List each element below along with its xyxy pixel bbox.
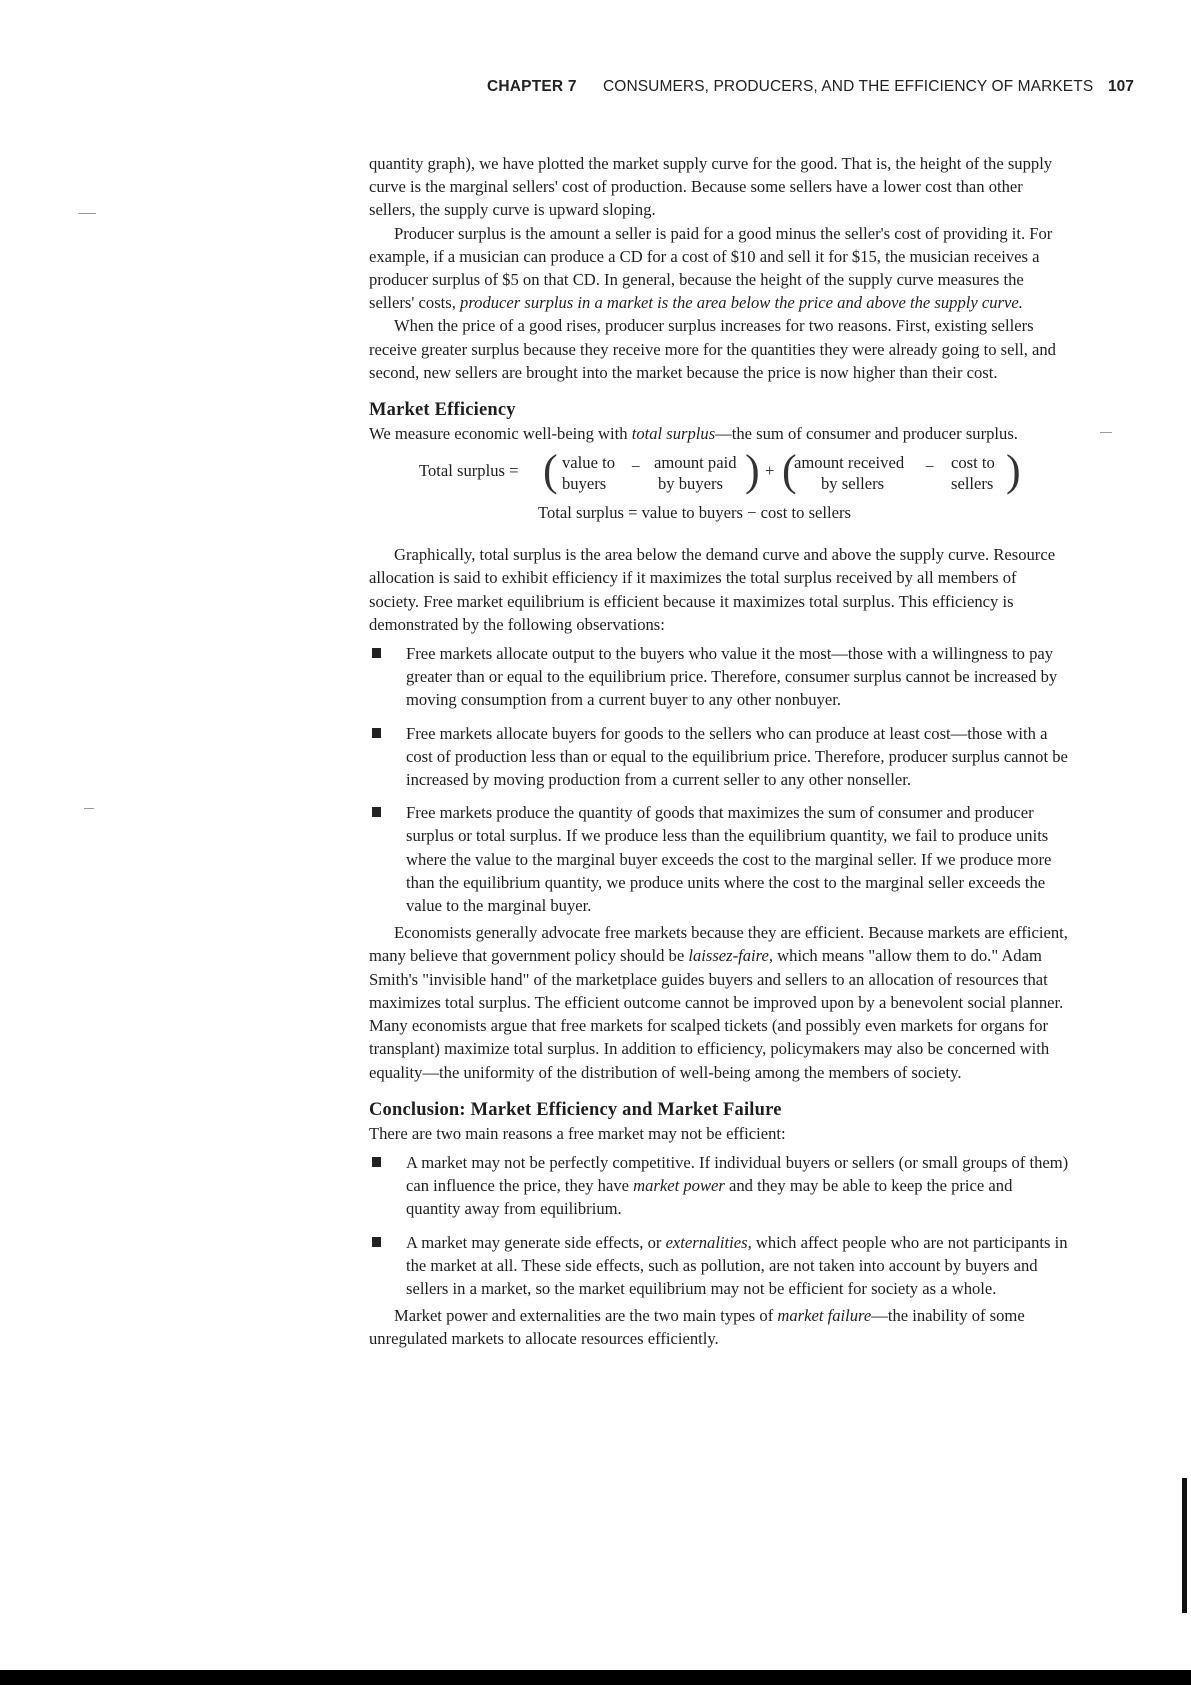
term-market-failure: market failure — [777, 1306, 872, 1326]
list-item: Free markets produce the quantity of goods that maximizes the sum of consumer and producer surplus or total surplus. If we produce less than the equilibrium quantity, we fail to produce units where the value to the marginal buyer exceeds the cost to the marginal seller. If we produce more than the equilibrium quantity, we produce units where the cost to the marginal seller exceeds the value to the marginal buyer. — [369, 801, 1069, 917]
eq-minus-2: − — [925, 457, 935, 477]
bullet-square-icon — [372, 728, 381, 738]
scan-speck — [78, 213, 96, 214]
eq-plus: + — [765, 461, 775, 481]
producer-surplus-text: Producer surplus is the amount a seller is paid for a good minus the seller's cost of providing it. For example, if a musician can produce a CD for a cost of $10 and sell it for $15, the musician receives a producer surplus of $5 on that CD. In general, because the height of the supply curve measures the sellers' costs, — [369, 223, 1053, 313]
bullet-square-icon — [372, 1157, 381, 1167]
bullet-square-icon — [372, 807, 381, 817]
eq-amount-paid: amount paid — [654, 453, 737, 473]
list-item: Free markets allocate output to the buyers who value it the most—those with a willingness to pay greater than or equal to the equilibrium price. Therefore, consumer surplus cannot be increased by moving consumption from a current buyer to any other nonbuyer. — [369, 642, 1069, 712]
paragraph-price-rises: When the price of a good rises, producer surplus increases for two reasons. First, existing sellers receive greater surplus because they receive more for the quantities they were already going to sell, and second, new sellers are brought into the market because the price is now higher than their cost. — [369, 316, 1056, 382]
list-item: A market may generate side effects, or externalities, which affect people who are not participants in the market at all. These side effects, such as pollution, are not taken into account by buyers and sellers in a market, so the market equilibrium may not be efficient for society as a whole. — [369, 1231, 1069, 1301]
scan-speck — [1100, 432, 1112, 433]
paragraph-total-surplus-intro: We measure economic well-being with total surplus—the sum of consumer and producer surplus. — [369, 424, 1018, 444]
eq-value-to: value to — [562, 453, 615, 473]
paren-open-2: ( — [782, 446, 797, 496]
market-failure-reasons-list — [369, 1151, 1069, 1300]
chapter-label: CHAPTER 7 — [487, 78, 577, 95]
producer-surplus-definition: producer surplus in a market is the area below the price and above the supply curve. — [460, 293, 1023, 313]
page-number: 107 — [1108, 78, 1134, 95]
running-header — [0, 78, 1191, 104]
total-surplus-equation — [369, 446, 1069, 531]
term-laissez-faire: laissez-faire, — [688, 946, 774, 966]
term-total-surplus: total surplus — [631, 424, 716, 444]
eq-buyers: buyers — [562, 474, 607, 494]
eq-sellers: sellers — [951, 474, 994, 494]
term-externalities: externalities, — [665, 1232, 752, 1252]
paragraph-supply-curve: quantity graph), we have plotted the market supply curve for the good. That is, the height of the supply curve is the marginal sellers' cost of production. Because some sellers have a lower cost than other sellers, the supply curve is upward sloping. — [369, 154, 1053, 220]
eq-by-buyers: by buyers — [658, 474, 723, 494]
paragraph-graphical-total-surplus: Graphically, total surplus is the area below the demand curve and above the supply curve. Resource allocation is said to exhibit efficiency if it maximizes the total surplus received by all members of society. Free market equilibrium is efficient because it maximizes total surplus. This efficiency is demonstrated by the following observations: — [369, 545, 1056, 634]
page-body — [369, 152, 1069, 1351]
chapter-title: CONSUMERS, PRODUCERS, AND THE EFFICIENCY OF MARKETS — [603, 78, 1094, 95]
list-item: Free markets allocate buyers for goods to the sellers who can produce at least cost—those with a cost of production less than or equal to the equilibrium price. Therefore, producer surplus cannot be increased by moving production from a current seller to any other nonseller. — [369, 722, 1069, 792]
efficiency-observations-list — [369, 642, 1069, 917]
eq-minus-1: − — [631, 457, 641, 477]
paren-close-2: ) — [1006, 446, 1021, 496]
paren-close-1: ) — [745, 446, 760, 496]
paragraph-producer-surplus — [369, 222, 1069, 315]
scan-bottom-band — [0, 1670, 1191, 1685]
term-market-power: market power — [633, 1176, 725, 1196]
bullet-square-icon — [372, 648, 381, 658]
equation-lhs: Total surplus = — [419, 461, 519, 481]
list-item: A market may not be perfectly competitive. If individual buyers or sellers (or small groups of them) can influence the price, they have market power and they may be able to keep the price and quantity away from equilibrium. — [369, 1151, 1069, 1221]
scan-speck — [84, 808, 94, 809]
bullet-square-icon — [372, 1237, 381, 1247]
eq-amount-received: amount received — [794, 453, 905, 473]
eq-by-sellers: by sellers — [821, 474, 885, 494]
scan-edge-bar — [1182, 1478, 1187, 1613]
equation-simplified: Total surplus = value to buyers − cost to sellers — [538, 503, 851, 523]
paragraph-two-reasons: There are two main reasons a free market may not be efficient: — [369, 1123, 786, 1143]
paren-open-1: ( — [543, 446, 558, 496]
heading-market-efficiency: Market Efficiency — [369, 400, 516, 421]
eq-cost-to: cost to — [951, 453, 995, 473]
heading-conclusion: Conclusion: Market Efficiency and Market Failure — [369, 1099, 782, 1120]
paragraph-market-failure: Market power and externalities are the two main types of market failure—the inability of some unregulated markets to allocate resources efficiently. — [369, 1306, 1025, 1349]
paragraph-laissez-faire: Economists generally advocate free markets because they are efficient. Because markets are efficient, many believe that government policy should be laissez-faire, which means "allow them to do." Adam Smith's "invisible hand" of the marketplace guides buyers and sellers to an allocation of resources that maximizes total surplus. The efficient outcome cannot be improved upon by a benevolent social planner. Many economists argue that free markets for scalped tickets (and possibly even markets for organs for transplant) maximize total surplus. In addition to efficiency, policymakers may also be concerned with equality—the uniformity of the distribution of well-being among the members of society. — [369, 923, 1068, 1082]
